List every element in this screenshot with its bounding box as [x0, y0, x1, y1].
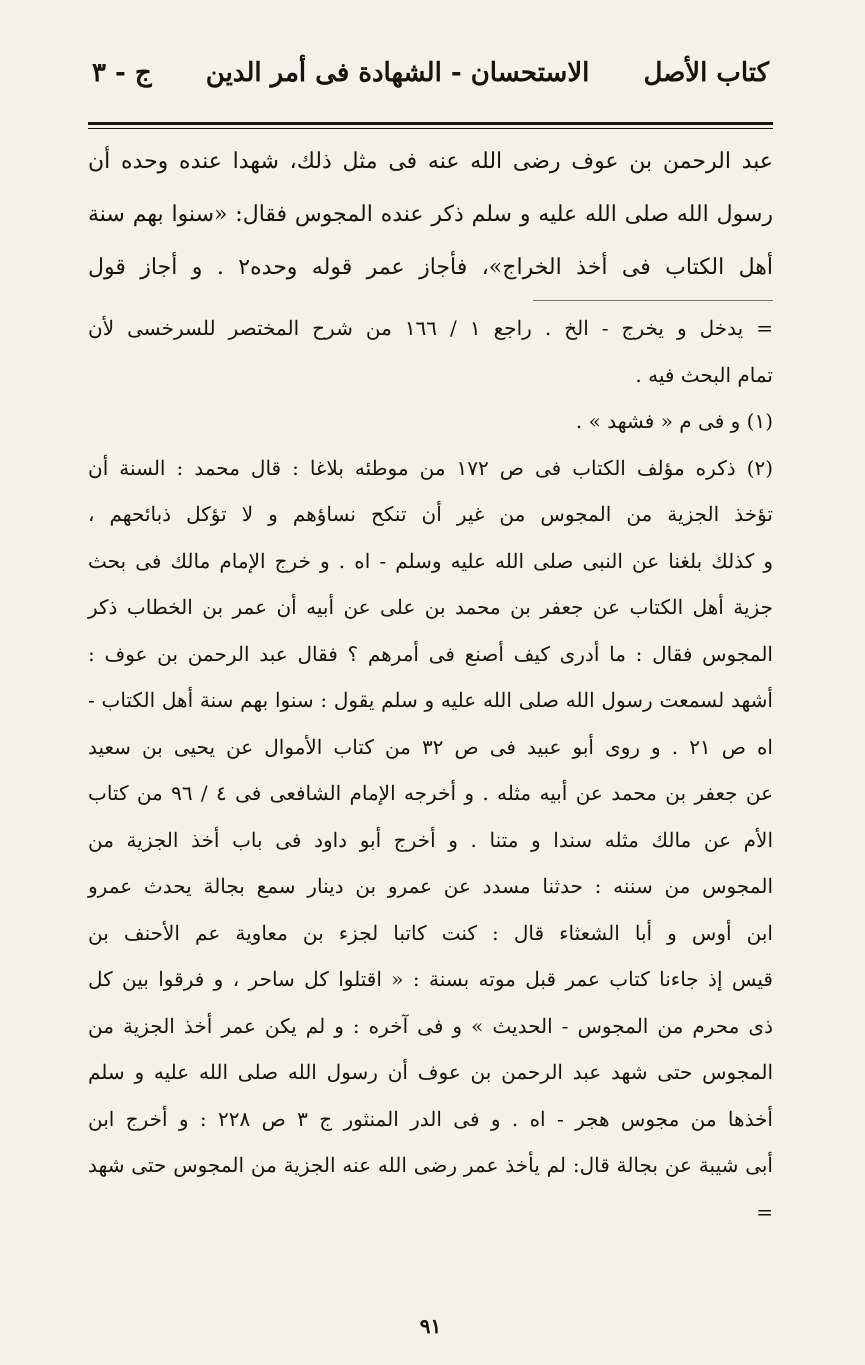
footnote-line: اه ص ٢١ . و روى أبو عبيد فى ص ٣٢ من كتاب الأموال عن يحيى بن سعيد [88, 734, 773, 759]
footnote-line: ذى محرم من المجوس - الحديث » و فى آخره : و لم يكن عمر أخذ الجزية من [88, 1013, 773, 1038]
footnote-line: الأم عن مالك مثله سندا و متنا . و أخرج أبو داود فى باب أخذ الجزية من [88, 827, 773, 852]
footnote-separator [533, 300, 773, 301]
header-volume: ج - ٣ [92, 58, 152, 88]
footnote-line: المجوس من سننه : حدثنا مسدد عن عمرو بن دينار سمع بجالة يحدث عمرو [88, 874, 773, 898]
footnote-line: أبى شيبة عن بجالة قال: لم يأخذ عمر رضى الله عنه الجزية من المجوس حتى شهد = [88, 1153, 773, 1224]
main-line: رسول الله صلى الله عليه و سلم ذكر عنده المجوس فقال: «سنوا بهم سنة [88, 202, 773, 227]
header-chapter-title: الاستحسان - الشهادة فى أمر الدين [205, 58, 590, 88]
footnote-line: ابن أوس و أبا الشعثاء قال : كنت كاتبا لجزء بن معاوية عم الأحنف بن [88, 920, 773, 945]
book-page [88, 58, 773, 1348]
footnote-line: المجوس فقال : ما أدرى كيف أصنع فى أمرهم ؟ فقال عبد الرحمن بن عوف : [88, 641, 773, 666]
main-line: أهل الكتاب فى أخذ الخراج»، فأجاز عمر قوله وحده٢ . و أجاز قول [88, 255, 773, 280]
footnote-line: (٢) ذكره مؤلف الكتاب فى ص ١٧٢ من موطئه بلاغا : قال محمد : السنة أن [88, 455, 773, 480]
footnote-line: عن جعفر بن محمد عن أبيه مثله . و أخرجه الإمام الشافعى فى ٤ / ٩٦ من كتاب [88, 781, 774, 805]
footnote-line: أشهد لسمعت رسول الله صلى الله عليه و سلم يقول : سنوا بهم سنة أهل الكتاب - [88, 688, 773, 712]
footnote-line: = يدخل و يخرج - الخ . راجع ١ / ١٦٦ من شرح المختصر للسرخسى لأن [88, 316, 774, 340]
running-header [88, 58, 773, 122]
footnote-line: و كذلك بلغنا عن النبى صلى الله عليه وسلم - اه . و خرج الإمام مالك فى بحث [88, 548, 773, 573]
footnotes [88, 305, 773, 1235]
main-line: عبد الرحمن بن عوف رضى الله عنه فى مثل ذلك، شهدا عنده وحده أن [88, 149, 773, 174]
footnote-line: قيس إذ جاءنا كتاب عمر قبل موته بسنة : « اقتلوا كل ساحر ، و فرقوا بين كل [88, 967, 773, 991]
footnote-line: أخذها من مجوس هجر - اه . و فى الدر المنثور ج ٣ ص ٢٢٨ : و أخرج ابن [88, 1106, 773, 1131]
footnote-line: (١) و فى م « فشهد » . [575, 409, 773, 433]
header-book-title: كتاب الأصل [643, 58, 769, 88]
footnote-line: جزية أهل الكتاب عن جعفر بن محمد بن على عن أبيه أن عمر بن الخطاب ذكر [88, 595, 773, 619]
page-number: ٩١ [419, 1314, 442, 1338]
main-text [88, 135, 773, 294]
footnote-line: تؤخذ الجزية من المجوس من غير أن تنكح نساؤهم و لا تؤكل ذبائحهم ، [88, 502, 773, 526]
header-rule-thick [88, 122, 773, 125]
header-rule-thin [88, 128, 773, 129]
footnote-line: تمام البحث فيه . [635, 362, 773, 387]
footnote-line: المجوس حتى شهد عبد الرحمن بن عوف أن رسول الله صلى الله عليه و سلم [88, 1060, 773, 1084]
